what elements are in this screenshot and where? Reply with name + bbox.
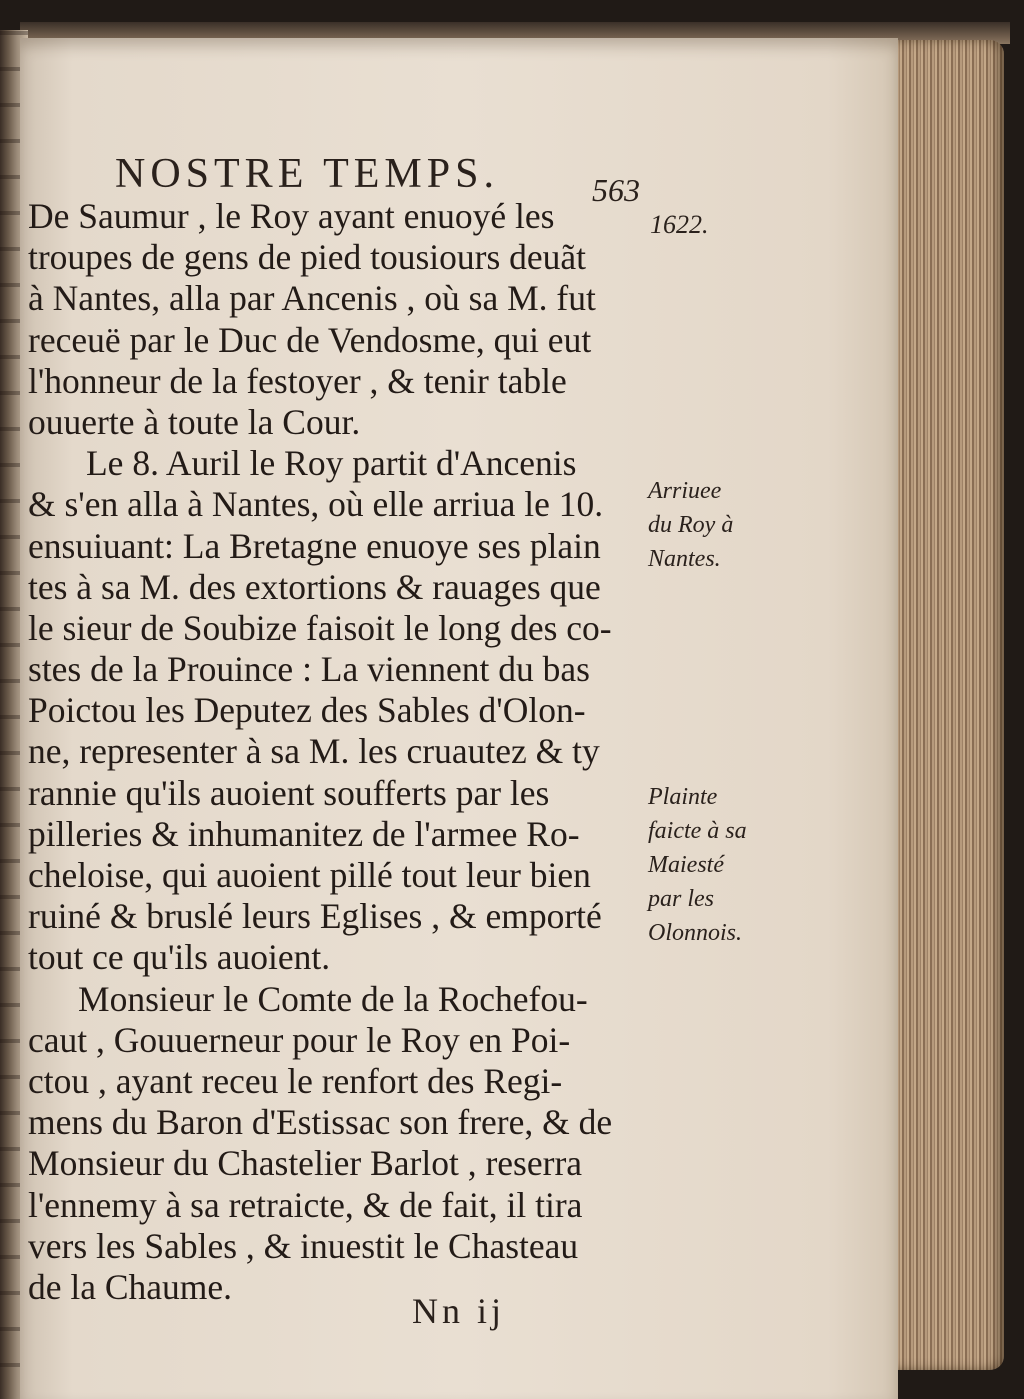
text-line: & s'en alla à Nantes, où elle arriua le 10. (28, 484, 604, 525)
text-line: ouuerte à toute la Cour. (28, 401, 361, 442)
text-line: de la Chaume. (28, 1266, 233, 1307)
text-line: tout ce qu'ils auoient. (28, 937, 331, 978)
margin-note-line: Arriuee (648, 478, 722, 504)
page-number: 563 (592, 172, 640, 208)
margin-note-line: du Roy à (648, 512, 734, 538)
text-line: cheloise, qui auoient pillé tout leur bien (28, 855, 591, 895)
margin-note-line: Plainte (648, 784, 718, 810)
running-head: NOSTRE TEMPS. (115, 151, 499, 197)
text-line: à Nantes, alla par Ancenis , où sa M. fut (28, 278, 596, 319)
body-text (28, 196, 668, 1308)
margin-note-line: faicte à sa (648, 818, 747, 844)
text-line: caut , Gouuerneur pour le Roy en Poi- (28, 1019, 571, 1060)
text-line: pilleries & inhumanitez de l'armee Ro- (28, 813, 580, 854)
text-line: Monsieur le Comte de la Rochefou- (78, 978, 588, 1019)
text-line: ne, representer à sa M. les cruautez & ty (28, 731, 600, 772)
book-page (20, 38, 898, 1399)
margin-note-line: Olonnois. (648, 920, 743, 946)
text-line: receuë par le Duc de Vendosme, qui eut (28, 319, 592, 360)
text-line: ruiné & bruslé leurs Eglises , & emporté (28, 896, 602, 937)
margin-year: 1622. (650, 210, 709, 239)
text-line: ensuiuant: La Bretagne enuoye ses plain (28, 525, 601, 566)
text-line: Monsieur du Chastelier Barlot , reserra (28, 1143, 583, 1184)
margin-note-line: Maiesté (648, 852, 724, 878)
text-line: troupes de gens de pied tousiours deuãt (28, 237, 587, 278)
text-line: mens du Baron d'Estissac son frere, & de (28, 1102, 613, 1143)
text-line: Le 8. Auril le Roy partit d'Ancenis (86, 443, 577, 484)
text-line: rannie qu'ils auoient soufferts par les (28, 772, 550, 813)
margin-note-line: par les (648, 886, 714, 912)
signature-mark: Nn ij (412, 1291, 506, 1331)
page-block-edges (888, 40, 1004, 1370)
text-line: le sieur de Soubize faisoit le long des co- (28, 607, 612, 648)
margin-note-complaint (648, 780, 747, 950)
margin-note-arrival (648, 474, 733, 576)
text-line: l'ennemy à sa retraicte, & de fait, il tira (28, 1184, 583, 1225)
margin-note-line: Nantes. (648, 546, 721, 572)
text-line: De Saumur , le Roy ayant enuoyé les (28, 196, 555, 236)
text-line: vers les Sables , & inuestit le Chasteau (28, 1225, 579, 1266)
text-line: Poictou les Deputez des Sables d'Olon- (28, 690, 586, 731)
text-line: stes de la Prouince : La viennent du bas (28, 649, 590, 690)
text-line: ctou , ayant receu le renfort des Regi- (28, 1060, 563, 1101)
text-line: l'honneur de la festoyer , & tenir table (28, 360, 567, 401)
text-line: tes à sa M. des extortions & rauages que (28, 566, 601, 607)
